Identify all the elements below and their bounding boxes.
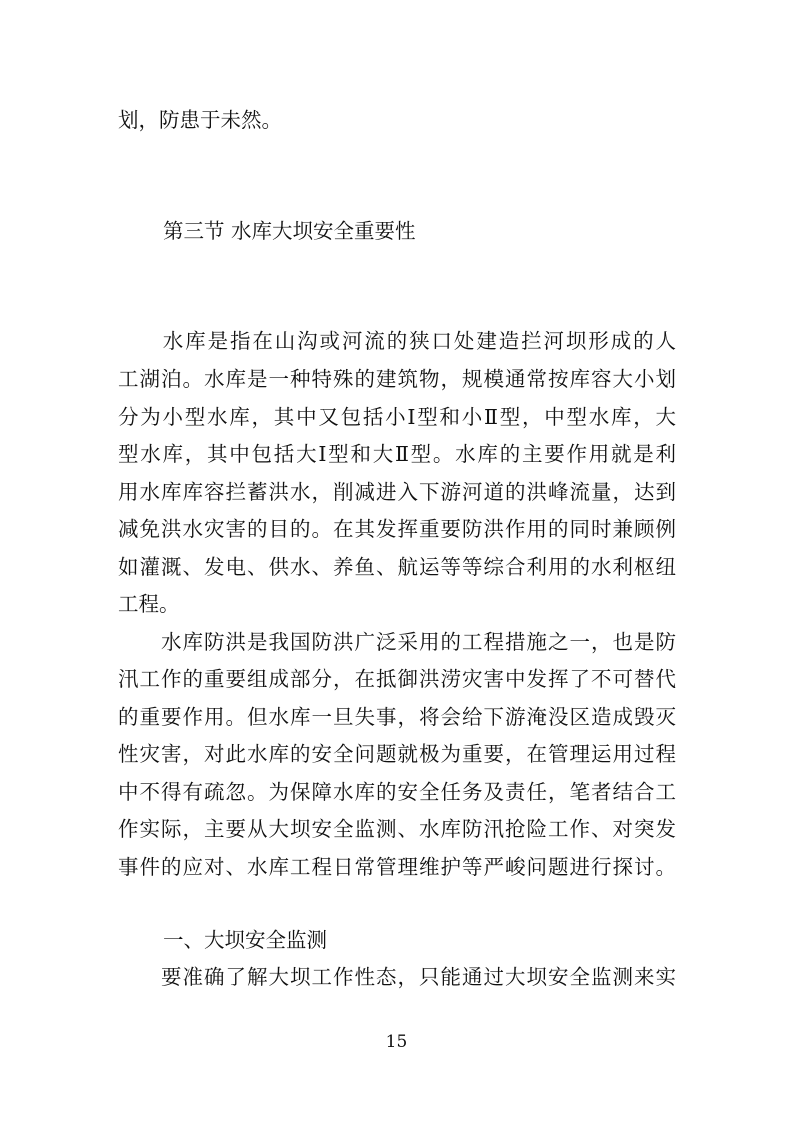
paragraph-line: 如灌溉、发电、供水、养鱼、航运等等综合利用的水利枢纽 [118,555,676,579]
paragraph-3-line: 要准确了解大坝工作性态，只能通过大坝安全监测来实 [118,965,676,989]
paragraph-line: 用水库库容拦蓄洪水，削减进入下游河道的洪峰流量，达到 [118,480,676,504]
paragraph-line: 作实际，主要从大坝安全监测、水库防汛抢险工作、对突发 [118,817,676,841]
paragraph-line: 水库防洪是我国防洪广泛采用的工程措施之一，也是防 [118,630,676,654]
paragraph-line: 分为小型水库，其中又包括小Ⅰ型和小Ⅱ型，中型水库，大 [118,405,676,429]
paragraph-line: 的重要作用。但水库一旦失事，将会给下游淹没区造成毁灭 [118,705,676,729]
paragraph-line: 工湖泊。水库是一种特殊的建筑物，规模通常按库容大小划 [118,367,676,391]
intro-line: 划，防患于未然。 [118,108,282,132]
paragraph-line: 减免洪水灾害的目的。在其发挥重要防洪作用的同时兼顾例 [118,517,676,541]
paragraph-line: 汛工作的重要组成部分，在抵御洪涝灾害中发挥了不可替代 [118,667,676,691]
paragraph-line: 事件的应对、水库工程日常管理维护等严峻问题进行探讨。 [118,855,676,879]
paragraph-line: 中不得有疏忽。为保障水库的安全任务及责任，笔者结合工 [118,780,676,804]
paragraph-line: 工程。 [118,592,180,616]
subheading: 一、大坝安全监测 [163,928,327,952]
paragraph-line: 性灾害，对此水库的安全问题就极为重要，在管理运用过程 [118,742,676,766]
paragraph-line: 水库是指在山沟或河流的狭口处建造拦河坝形成的人 [118,329,676,353]
section-title: 第三节 水库大坝安全重要性 [163,219,416,243]
page-number: 15 [385,1032,408,1052]
paragraph-line: 型水库，其中包括大Ⅰ型和大Ⅱ型。水库的主要作用就是利 [118,442,676,466]
